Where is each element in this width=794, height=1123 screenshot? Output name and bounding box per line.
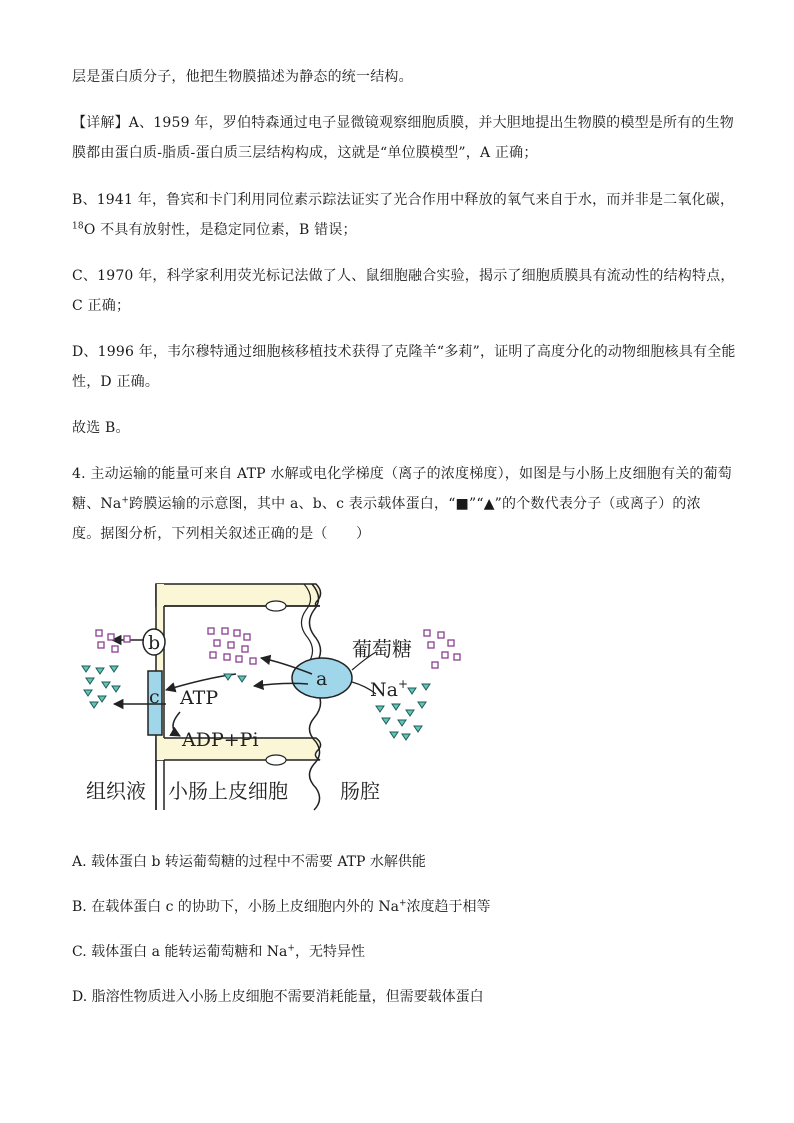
carrier-c-label: c xyxy=(149,686,160,708)
text-line: C 正确； xyxy=(72,298,131,314)
option-d[interactable]: D. 脂溶性物质进入小肠上皮细胞不需要消耗能量，但需要载体蛋白 xyxy=(72,989,484,1005)
text-span: 跨膜运输的示意图，其中 a、b、c 表示载体蛋白，“■”“▲”的个数代表分子（或离子）的浓 xyxy=(129,496,701,512)
text-span: 糖、Na xyxy=(72,496,122,512)
intestinal-lumen-label: 肠腔 xyxy=(340,779,380,803)
text-line xyxy=(72,219,357,239)
superscript: + xyxy=(287,943,295,954)
atp-label: ATP xyxy=(180,687,219,709)
adp-label: ADP+Pi xyxy=(182,729,259,751)
carrier-b-label: b xyxy=(148,632,161,654)
text-span: O 不具有放射性，是稳定同位素，B 错误； xyxy=(83,222,357,238)
option-b-text: B. 在载体蛋白 c 的协助下，小肠上皮细胞内外的 Na xyxy=(72,899,399,915)
option-a[interactable]: A. 载体蛋白 b 转运葡萄糖的过程中不需要 ATP 水解供能 xyxy=(72,854,426,870)
superscript: 18 xyxy=(72,221,84,232)
text-line: 性，D 正确。 xyxy=(72,374,160,390)
question-line: 度。据图分析，下列相关叙述正确的是（ ） xyxy=(72,526,371,542)
option-c-text: C. 载体蛋白 a 能转运葡萄糖和 Na xyxy=(72,944,288,960)
carrier-a-label: a xyxy=(316,668,328,690)
superscript: + xyxy=(398,898,407,909)
epithelial-cell-label: 小肠上皮细胞 xyxy=(168,779,288,803)
transport-diagram xyxy=(76,578,496,818)
option-b-text-end: 浓度趋于相等 xyxy=(406,899,491,915)
option-b[interactable] xyxy=(72,896,491,916)
text-line: D、1996 年，韦尔穆特通过细胞核移植技术获得了克隆羊“多莉”，证明了高度分化的动物细胞核具有全能 xyxy=(72,344,736,360)
sodium-label xyxy=(370,677,408,701)
tissue-fluid-label: 组织液 xyxy=(86,779,146,803)
question-line: 4. 主动运输的能量可来自 ATP 水解或电化学梯度（离子的浓度梯度），如图是与小肠上皮细胞有关的葡萄 xyxy=(72,466,733,482)
text-line: 膜都由蛋白质-脂质-蛋白质三层结构构成，这就是“单位膜模型”，A 正确； xyxy=(72,145,538,161)
text-line: C、1970 年，科学家利用荧光标记法做了人、鼠细胞融合实验，揭示了细胞质膜具有流动性的结构特点， xyxy=(72,268,735,284)
option-c-text-end: ，无特异性 xyxy=(294,944,365,960)
text-line: B、1941 年，鲁宾和卡门利用同位素示踪法证实了光合作用中释放的氧气来自于水，而并非是二氧化碳， xyxy=(72,192,735,208)
option-c[interactable] xyxy=(72,941,365,961)
text-line: 【详解】A、1959 年，罗伯特森通过电子显微镜观察细胞质膜，并大胆地提出生物膜的模型是所有的生物 xyxy=(72,115,734,131)
glucose-label: 葡萄糖 xyxy=(352,637,412,661)
question-line xyxy=(72,493,701,513)
superscript: + xyxy=(121,495,130,506)
sodium-label-text: Na xyxy=(370,679,398,701)
text-line: 故选 B。 xyxy=(72,420,130,436)
sodium-label-sup: + xyxy=(397,677,409,691)
text-line: 层是蛋白质分子，他把生物膜描述为静态的统一结构。 xyxy=(72,69,413,85)
